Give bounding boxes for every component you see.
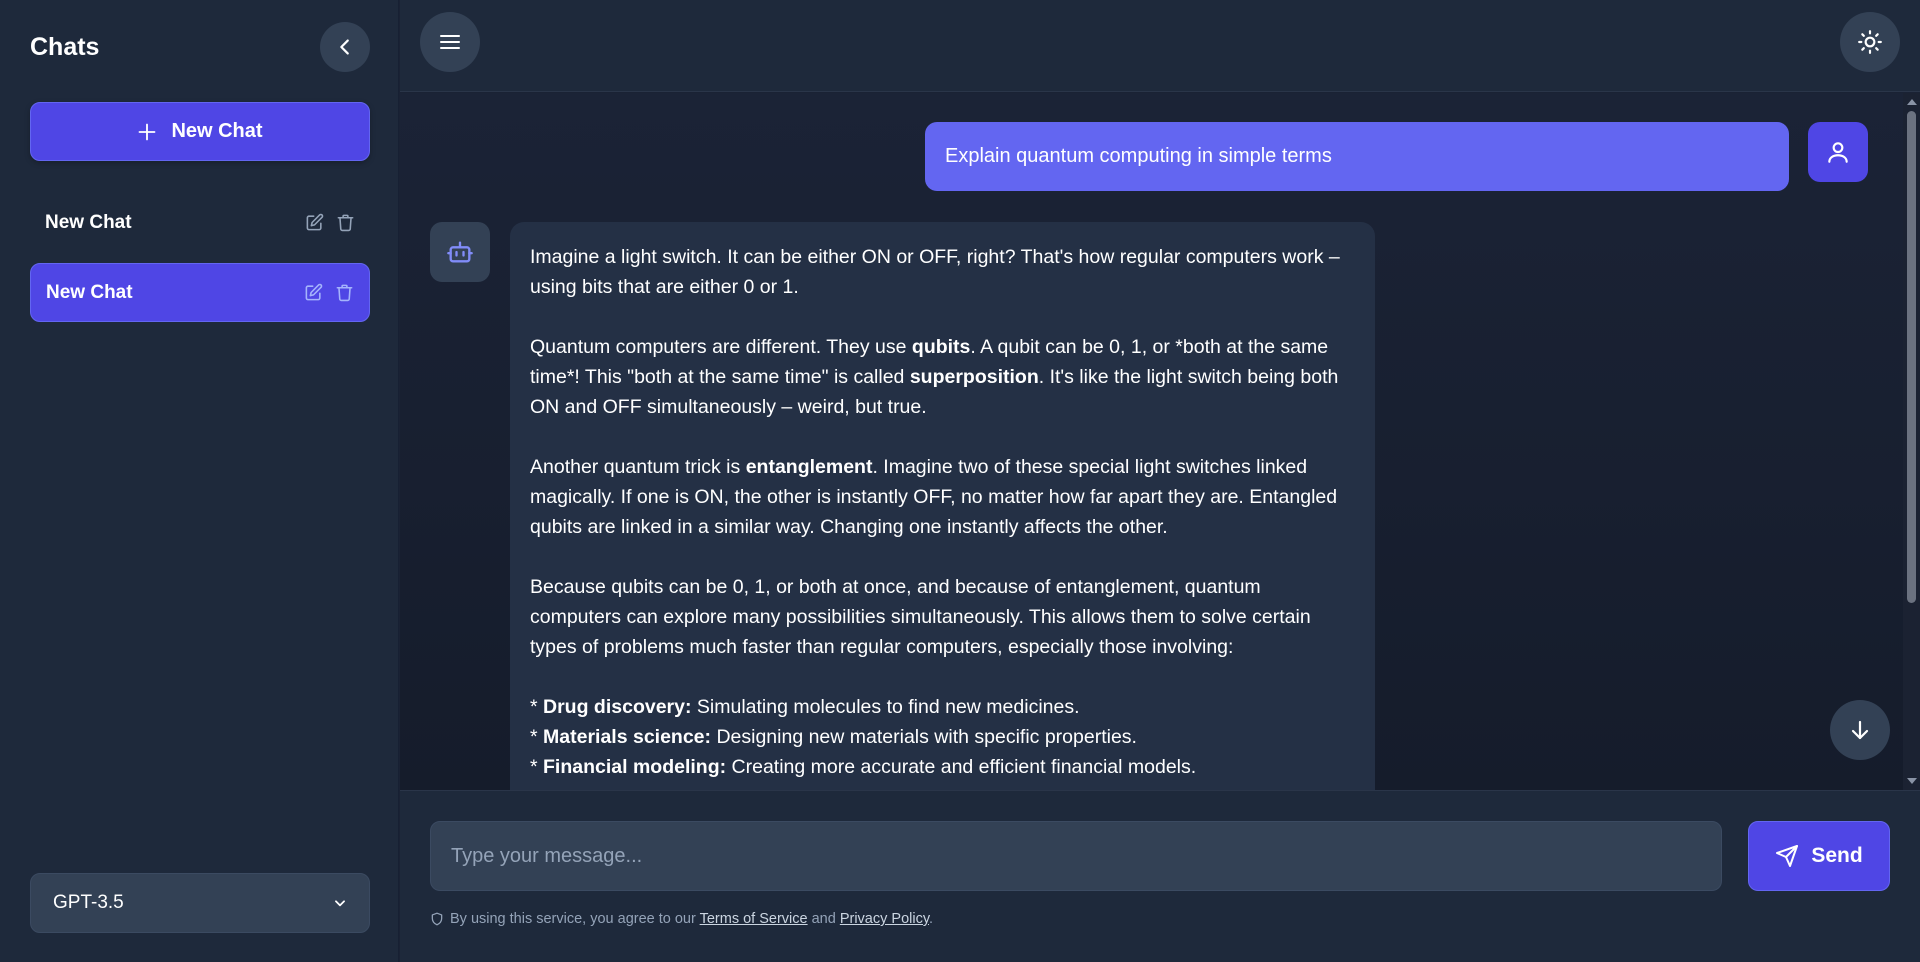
terms-disclaimer: By using this service, you agree to our Terms of Service and Privacy Policy. xyxy=(430,911,933,927)
chat-list-item-active[interactable] xyxy=(30,263,370,322)
new-chat-label: New Chat xyxy=(171,120,263,142)
user-message-bubble xyxy=(925,122,1789,191)
bot-paragraph: Because qubits can be 0, 1, or both at once, and because of entanglement, quantum computers can explore many possibilities simultaneously. This allows them to solve certain types of problems much faster than regular computers, especially those involving: xyxy=(530,576,1311,658)
model-select-value: GPT-3.5 xyxy=(53,892,124,913)
scroll-to-bottom-button[interactable] xyxy=(1830,700,1890,760)
user-avatar xyxy=(1808,122,1868,182)
privacy-policy-link[interactable]: Privacy Policy xyxy=(839,911,929,927)
sidebar xyxy=(0,0,399,962)
collapse-sidebar-button[interactable] xyxy=(320,22,370,72)
bot-avatar xyxy=(430,222,490,282)
bold-term: superposition xyxy=(909,366,1039,388)
user-message-text: Explain quantum computing in simple terms xyxy=(945,145,1332,167)
user-icon xyxy=(1825,139,1851,165)
terms-of-service-link[interactable]: Terms of Service xyxy=(699,911,808,927)
shield-icon xyxy=(430,912,444,926)
bot-paragraph: Another quantum trick is entanglement. Imagine two of these special light switches linked magically. If one is ON, the other is instantly OFF, no matter how far apart they are. Entangled qubits are linked in a similar way. Changing one instantly affects the other. xyxy=(530,456,1338,538)
edit-icon[interactable] xyxy=(305,213,324,232)
menu-button[interactable] xyxy=(420,12,480,72)
arrow-down-icon xyxy=(1848,718,1872,742)
paper-plane-icon xyxy=(1775,844,1799,868)
chat-item-label: New Chat xyxy=(45,211,132,233)
model-select[interactable] xyxy=(30,873,370,933)
scroll-down-arrow-icon[interactable] xyxy=(1907,778,1917,784)
bold-term: entanglement xyxy=(745,456,873,478)
list-item: * Financial modeling: Creating more accurate and efficient financial models. xyxy=(530,756,1197,778)
scrollbar-thumb[interactable] xyxy=(1907,111,1916,603)
sun-icon xyxy=(1857,29,1883,55)
composer xyxy=(400,790,1920,962)
trash-icon[interactable] xyxy=(335,283,354,302)
trash-icon[interactable] xyxy=(336,213,355,232)
conversation-area xyxy=(400,93,1920,790)
hamburger-menu-icon xyxy=(438,30,462,54)
list-item: * Drug discovery: Simulating molecules to find new medicines. xyxy=(530,696,1080,718)
bot-message-bubble xyxy=(510,222,1375,790)
send-label: Send xyxy=(1811,844,1863,867)
message-input[interactable] xyxy=(430,821,1722,891)
bold-term: qubits xyxy=(911,336,971,358)
top-bar xyxy=(400,0,1920,92)
plus-icon xyxy=(137,122,157,142)
bot-paragraph: Imagine a light switch. It can be either ON or OFF, right? That's how regular computers work – using bits that are either 0 or 1. xyxy=(530,246,1340,298)
send-button[interactable] xyxy=(1748,821,1890,891)
chat-item-label: New Chat xyxy=(46,281,133,303)
sidebar-title: Chats xyxy=(30,33,100,61)
chevron-left-icon xyxy=(334,36,356,58)
edit-icon[interactable] xyxy=(304,283,323,302)
chevron-down-icon xyxy=(333,896,347,910)
robot-icon xyxy=(446,238,474,266)
new-chat-button[interactable] xyxy=(30,102,370,161)
chat-list-item[interactable] xyxy=(30,193,370,252)
scroll-up-arrow-icon[interactable] xyxy=(1907,99,1917,105)
theme-toggle-button[interactable] xyxy=(1840,12,1900,72)
bot-paragraph: Quantum computers are different. They use qubits. A qubit can be 0, 1, or *both at the same time*! This "both at the same time" is called superposition. It's like the light switch being both ON and OFF simultaneously – weird, but true. xyxy=(530,336,1339,418)
list-item: * Materials science: Designing new materials with specific properties. xyxy=(530,726,1137,748)
chat-scrollbar[interactable] xyxy=(1903,93,1920,790)
